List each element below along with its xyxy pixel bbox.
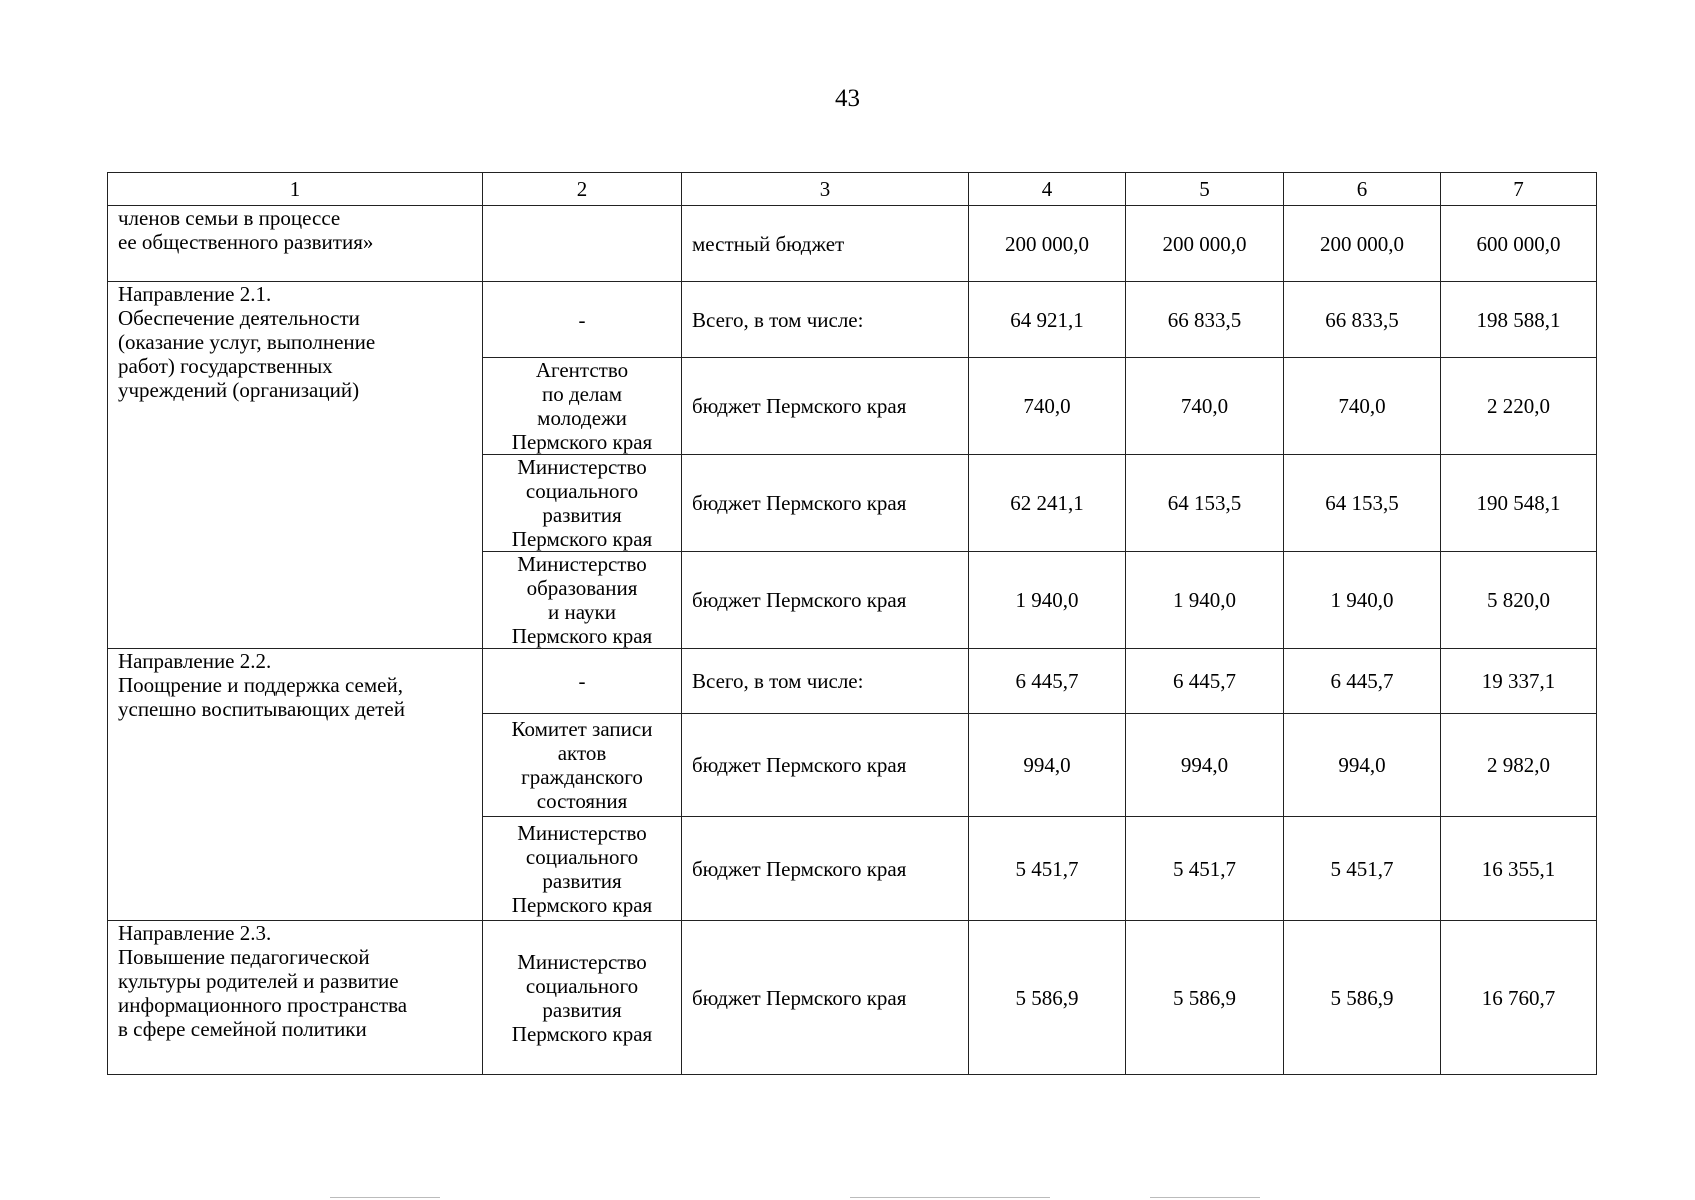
value-cell: 5 451,7 — [969, 817, 1126, 921]
value-cell: 740,0 — [1126, 358, 1284, 455]
source-cell: бюджет Пермского края — [682, 358, 969, 455]
value-cell: 16 760,7 — [1441, 921, 1597, 1075]
value-cell: 6 445,7 — [969, 649, 1126, 714]
executor-cell: - — [483, 282, 682, 358]
scan-artifact-line — [330, 1197, 440, 1198]
value-cell: 200 000,0 — [1126, 206, 1284, 282]
column-header: 1 — [108, 173, 483, 206]
source-cell: бюджет Пермского края — [682, 921, 969, 1075]
value-cell: 62 241,1 — [969, 455, 1126, 552]
executor-cell: Министерство образования и науки Пермского края — [483, 552, 682, 649]
value-cell: 1 940,0 — [1126, 552, 1284, 649]
value-cell: 740,0 — [969, 358, 1126, 455]
column-header: 3 — [682, 173, 969, 206]
value-cell: 66 833,5 — [1284, 282, 1441, 358]
direction-cell: членов семьи в процессе ее общественного развития» — [108, 206, 483, 282]
value-cell: 5 586,9 — [969, 921, 1126, 1075]
header-row — [108, 173, 1597, 206]
value-cell: 2 220,0 — [1441, 358, 1597, 455]
source-cell: бюджет Пермского края — [682, 552, 969, 649]
value-cell: 200 000,0 — [1284, 206, 1441, 282]
executor-cell — [483, 206, 682, 282]
executor-cell: Комитет записи актов гражданского состояния — [483, 714, 682, 817]
value-cell: 2 982,0 — [1441, 714, 1597, 817]
source-cell: бюджет Пермского края — [682, 714, 969, 817]
value-cell: 5 586,9 — [1126, 921, 1284, 1075]
column-header: 6 — [1284, 173, 1441, 206]
value-cell: 994,0 — [1126, 714, 1284, 817]
value-cell: 5 451,7 — [1284, 817, 1441, 921]
value-cell: 5 820,0 — [1441, 552, 1597, 649]
value-cell: 64 153,5 — [1284, 455, 1441, 552]
value-cell: 190 548,1 — [1441, 455, 1597, 552]
value-cell: 200 000,0 — [969, 206, 1126, 282]
table-row — [108, 206, 1597, 282]
value-cell: 5 451,7 — [1126, 817, 1284, 921]
source-cell: местный бюджет — [682, 206, 969, 282]
column-header: 4 — [969, 173, 1126, 206]
value-cell: 64 921,1 — [969, 282, 1126, 358]
executor-cell: Министерство социального развития Пермского края — [483, 817, 682, 921]
executor-cell: - — [483, 649, 682, 714]
table-row — [108, 921, 1597, 1075]
value-cell: 198 588,1 — [1441, 282, 1597, 358]
value-cell: 66 833,5 — [1126, 282, 1284, 358]
value-cell: 5 586,9 — [1284, 921, 1441, 1075]
executor-cell: Агентство по делам молодежи Пермского края — [483, 358, 682, 455]
value-cell: 740,0 — [1284, 358, 1441, 455]
scan-artifact-line — [850, 1197, 1050, 1198]
value-cell: 6 445,7 — [1126, 649, 1284, 714]
source-cell: Всего, в том числе: — [682, 649, 969, 714]
column-header: 7 — [1441, 173, 1597, 206]
source-cell: Всего, в том числе: — [682, 282, 969, 358]
source-cell: бюджет Пермского края — [682, 817, 969, 921]
value-cell: 19 337,1 — [1441, 649, 1597, 714]
executor-cell: Министерство социального развития Пермского края — [483, 921, 682, 1075]
direction-cell: Направление 2.3. Повышение педагогической культуры родителей и развитие информационного пространства в сфере семейной политики — [108, 921, 483, 1075]
value-cell: 994,0 — [969, 714, 1126, 817]
value-cell: 16 355,1 — [1441, 817, 1597, 921]
value-cell: 1 940,0 — [1284, 552, 1441, 649]
column-header: 2 — [483, 173, 682, 206]
executor-cell: Министерство социального развития Пермского края — [483, 455, 682, 552]
direction-cell: Направление 2.1. Обеспечение деятельности (оказание услуг, выполнение работ) государственных учреждений (организаций) — [108, 282, 483, 649]
value-cell: 600 000,0 — [1441, 206, 1597, 282]
budget-table — [107, 172, 1597, 1075]
value-cell: 994,0 — [1284, 714, 1441, 817]
value-cell: 64 153,5 — [1126, 455, 1284, 552]
direction-cell: Направление 2.2. Поощрение и поддержка семей, успешно воспитывающих детей — [108, 649, 483, 921]
page-number: 43 — [835, 85, 860, 112]
table-row — [108, 649, 1597, 714]
table-row — [108, 282, 1597, 358]
value-cell: 1 940,0 — [969, 552, 1126, 649]
scan-artifact-line — [1150, 1197, 1260, 1198]
column-header: 5 — [1126, 173, 1284, 206]
source-cell: бюджет Пермского края — [682, 455, 969, 552]
value-cell: 6 445,7 — [1284, 649, 1441, 714]
